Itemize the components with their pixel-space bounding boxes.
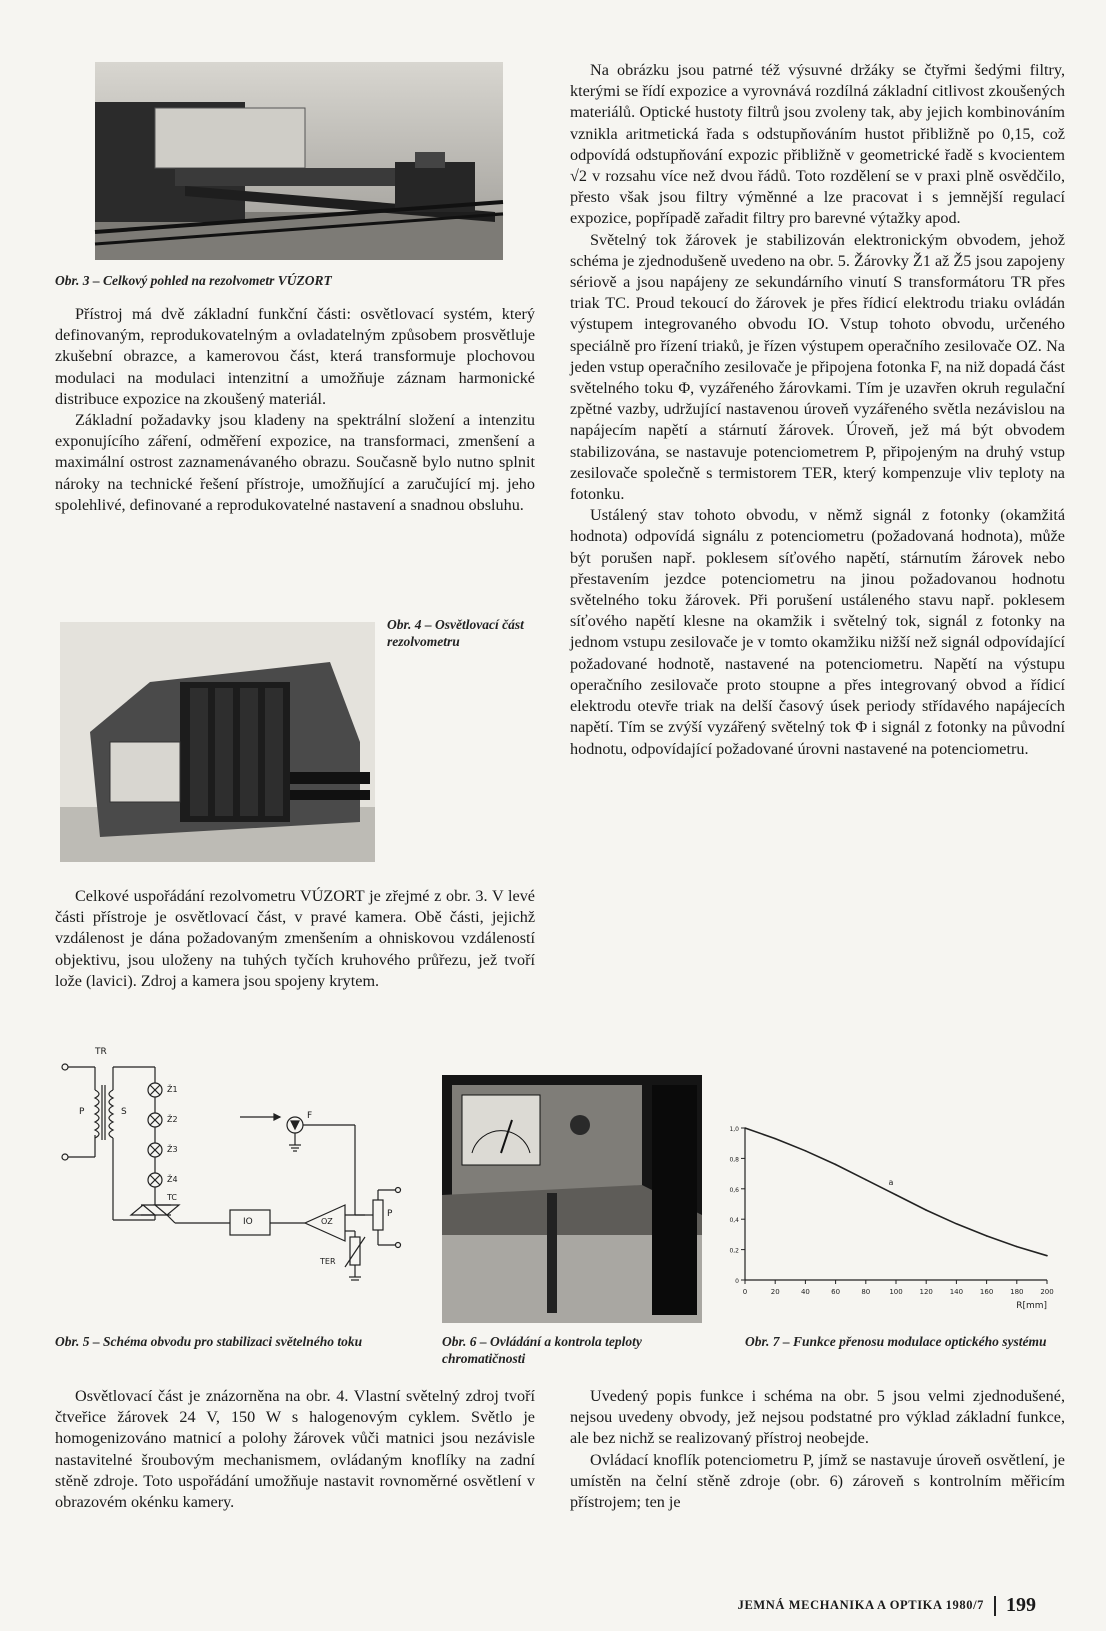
x-tick-label: 80 — [861, 1288, 871, 1296]
data-point — [1046, 1255, 1048, 1257]
curve-label: a — [888, 1177, 894, 1187]
x-tick-label: 40 — [800, 1288, 810, 1296]
x-axis-label: R[mm] — [1016, 1301, 1047, 1311]
label-z3: Ž3 — [167, 1145, 178, 1154]
paragraph: Ovládací knoflík potenciometru P, jímž se nastavuje úroveň osvětlení, je umístěn na čelní stěně zdroje (obr. 6) zároveň s kontrolním měřicím přístrojem; ten je — [570, 1450, 1065, 1512]
x-tick-label: 160 — [979, 1288, 994, 1296]
paragraph: Světelný tok žárovek je stabilizován elektronickým obvodem, jehož schéma je zjednodušeně uvedeno na obr. 5. Žárovky Ž1 až Ž5 jsou zapojeny sériově a jsou napájeny ze sekundárního vinutí S transformátoru TR přes triak TC. Proud tekoucí do žárovek je přes řídicí elektrodu triaku ovládán výstupem integrovaného obvodu IO. Vstup tohoto obvodu, určeného speciálně pro řízení triaků, je řízen výstupem operačního zesilovače OZ. Na jeden vstup operačního zesilovače je připojena fotonka F, na niž dopadá část světelného toku Φ, vyzářeného žárovkami. Tím je uzavřen okruh regulační zpětné vazby, udržující nastavenou úroveň vyzářeného světla nezávislou na napájecím napětí a stárnutí žárovek. Úroveň, jež má být obvodem stabilizována, se nastavuje potenciometrem P, připojeným na druhý vstup zesilovače společně s termistorem TER, který kompenzuje vliv teploty na fotonku. — [570, 230, 1065, 504]
y-tick-label: 0,4 — [729, 1217, 739, 1225]
x-tick-label: 120 — [919, 1288, 933, 1296]
label-tc: TC — [167, 1193, 178, 1202]
right-column-bottom — [570, 1386, 1065, 1513]
fig6-caption: Obr. 6 – Ovládání a kontrola teploty chromatičnosti — [442, 1334, 642, 1366]
data-point — [925, 1209, 927, 1211]
fig7-caption: Obr. 7 – Funkce přenosu modulace optického systému — [745, 1334, 1047, 1349]
data-point — [805, 1150, 807, 1152]
y-tick-label: 0,6 — [729, 1186, 739, 1194]
page-number: 199 — [1006, 1594, 1036, 1616]
label-z1: Ž1 — [167, 1085, 178, 1094]
paragraph: Uvedený popis funkce i schéma na obr. 5 jsou velmi zjednodušené, nejsou uvedeny obvody, jež nejsou podstatné pro výklad základní funkce, ale bez nichž se realizovaný přístroj neobejde. — [570, 1387, 1065, 1448]
paragraph: Celkové uspořádání rezolvometru VÚZORT je zřejmé z obr. 3. V levé části přístroje je osvětlovací část, v pravé kamera. Obě části, jejichž vzdálenost je dána požadovaným zmenšením a ohniskovou vzdáleností objektivu, jsou uloženy na tuhých tyčích kruhového průřezu, jež tvoří lože (lavici). Zdroj a kamera jsou spojeny krytem. — [55, 887, 535, 990]
y-tick-label: 1,0 — [729, 1126, 739, 1133]
data-point — [895, 1194, 897, 1196]
label-oz: OZ — [321, 1217, 333, 1226]
y-tick-label: 0 — [735, 1278, 739, 1285]
left-column-bottom — [55, 1386, 535, 1513]
photo-fig3-resolvometer — [95, 62, 503, 260]
schematic-fig5 — [55, 1045, 425, 1295]
left-column-mid — [55, 886, 535, 992]
label-z4: Ž4 — [167, 1175, 178, 1184]
chart-fig7-mtf — [729, 1120, 1065, 1311]
x-tick-label: 100 — [889, 1288, 903, 1296]
label-s: S — [121, 1107, 127, 1117]
paragraph: Ustálený stav tohoto obvodu, v němž signál z fotonky (okamžitá hodnota) odpovídá signálu z potenciometru (požadovaná hodnota), může být porušen např. poklesem síťového napětí, stárnutím žárovek nebo přestavením jezdce potenciometru na jinou požadovanou hodnotu světelného toku žárovek. Při porušení ustáleného stavu např. poklesem síťového napětí klesne na okamžik i světelný tok, signál z fotonky na jednom vstupu zesilovače je v tomto okamžiku nižší než signál odpovídající požadované hodnotě, nastavené na potenciometru. Napětí na výstupu operačního zesilovače proto stoupne a přes integrovaný obvod a řídicí elektrodu otevře triak na delší časový úsek periody střídavého napájecích napětí. Tím se zvýší vyzářený světelný tok Φ i signál z fotonky na původní hodnotu, odpovídající požadované úrovni nastavené na potenciometru. — [570, 506, 1065, 758]
journal-name: JEMNÁ MECHANIKA A OPTIKA 1980/7 — [737, 1598, 984, 1612]
label-pot: P — [387, 1209, 393, 1219]
x-tick-label: 20 — [770, 1288, 780, 1296]
data-point — [744, 1127, 746, 1129]
y-tick-label: 0,8 — [729, 1156, 739, 1164]
label-tr: TR — [95, 1047, 107, 1057]
x-tick-label: 0 — [742, 1288, 748, 1296]
x-tick-label: 180 — [1010, 1288, 1024, 1296]
data-point — [986, 1235, 988, 1237]
data-point — [956, 1223, 958, 1225]
label-z2: Ž2 — [167, 1115, 178, 1124]
page-footer — [738, 1594, 1036, 1617]
photo-fig4-illumination-unit — [60, 622, 375, 862]
fig3-caption: Obr. 3 – Celkový pohled na rezolvometr VÚZORT — [55, 273, 332, 288]
label-f: F — [307, 1111, 313, 1121]
paragraph: Osvětlovací část je znázorněna na obr. 4. Vlastní světelný zdroj tvoří čtveřice žárovek 24 V, 150 W s halogenovým cyklem. Světlo je homogenizováno matnicí a polohy žárovek vůči matnici jsou nezávisle nastavitelné šroubovým mechanismem, ovládaným knoflíky na zadní stěně zdroje. Toto uspořádání umožňuje nastavit rovnoměrné osvětlení v obrazovém okénku kamery. — [55, 1387, 535, 1512]
series-line — [745, 1128, 1047, 1256]
data-point — [774, 1138, 776, 1140]
data-point — [1016, 1246, 1018, 1248]
paragraph: Základní požadavky jsou kladeny na spektrální složení a intenzitu exponujícího záření, odměření expozice, na transformaci, zmenšení a maximální ostrost zaznamenávaného obrazu. Současně bylo nutno splnit nároky na technické řešení přístroje, umožňující a zaručující mj. jeho spolehlivé, definované a reprodukovatelné nastavení a snadnou obsluhu. — [55, 411, 535, 514]
x-tick-label: 140 — [949, 1288, 964, 1296]
paragraph: Přístroj má dvě základní funkční části: osvětlovací systém, který definovaným, reprodukovatelným a ovladatelným způsobem prosvětluje zkušební obrazce, a kamerovou část, která transformuje plochovou modulaci na modulaci intenzitní a umožňuje záznam harmonické distribuce expozice na zkoušený materiál. — [55, 305, 535, 408]
x-tick-label: 200 — [1040, 1288, 1054, 1296]
label-ter: TER — [320, 1257, 336, 1266]
data-point — [865, 1179, 867, 1181]
fig4-caption: Obr. 4 – Osvětlovací část rezolvometru — [387, 617, 524, 649]
fig5-caption: Obr. 5 – Schéma obvodu pro stabilizaci světelného toku — [55, 1334, 363, 1349]
x-tick-label: 60 — [831, 1288, 841, 1296]
label-p: P — [79, 1107, 85, 1117]
right-column-top — [570, 60, 1065, 760]
y-tick-label: 0,2 — [729, 1247, 739, 1255]
data-point — [835, 1164, 837, 1166]
photo-fig6-control-panel — [442, 1075, 702, 1323]
footer-divider — [994, 1596, 996, 1616]
label-io: IO — [243, 1217, 253, 1227]
mtf-chart-svg — [729, 1120, 1065, 1311]
left-column-top — [55, 304, 535, 516]
paragraph: Na obrázku jsou patrné též výsuvné držáky se čtyřmi šedými filtry, kterými se řídí expozice a vyrovnává rozdílná základní citlivost zkoušených materiálů. Optické hustoty filtrů jsou zvoleny tak, aby jejich kombinováním vznikla aritmetická řada s odstupňováním hustot přibližně po 0,15, což odpovídá odstupňování expozic přibližně v geometrické řadě s kvocientem √2 v rozsahu více než dvou řádů. Toto rozdělení se v praxi plně osvědčilo, přesto však jsou filtry výměnné a lze pracovat i s jemnější regulací expozice, popřípadě zařadit filtry pro barevné výtažky apod. — [570, 61, 1065, 228]
